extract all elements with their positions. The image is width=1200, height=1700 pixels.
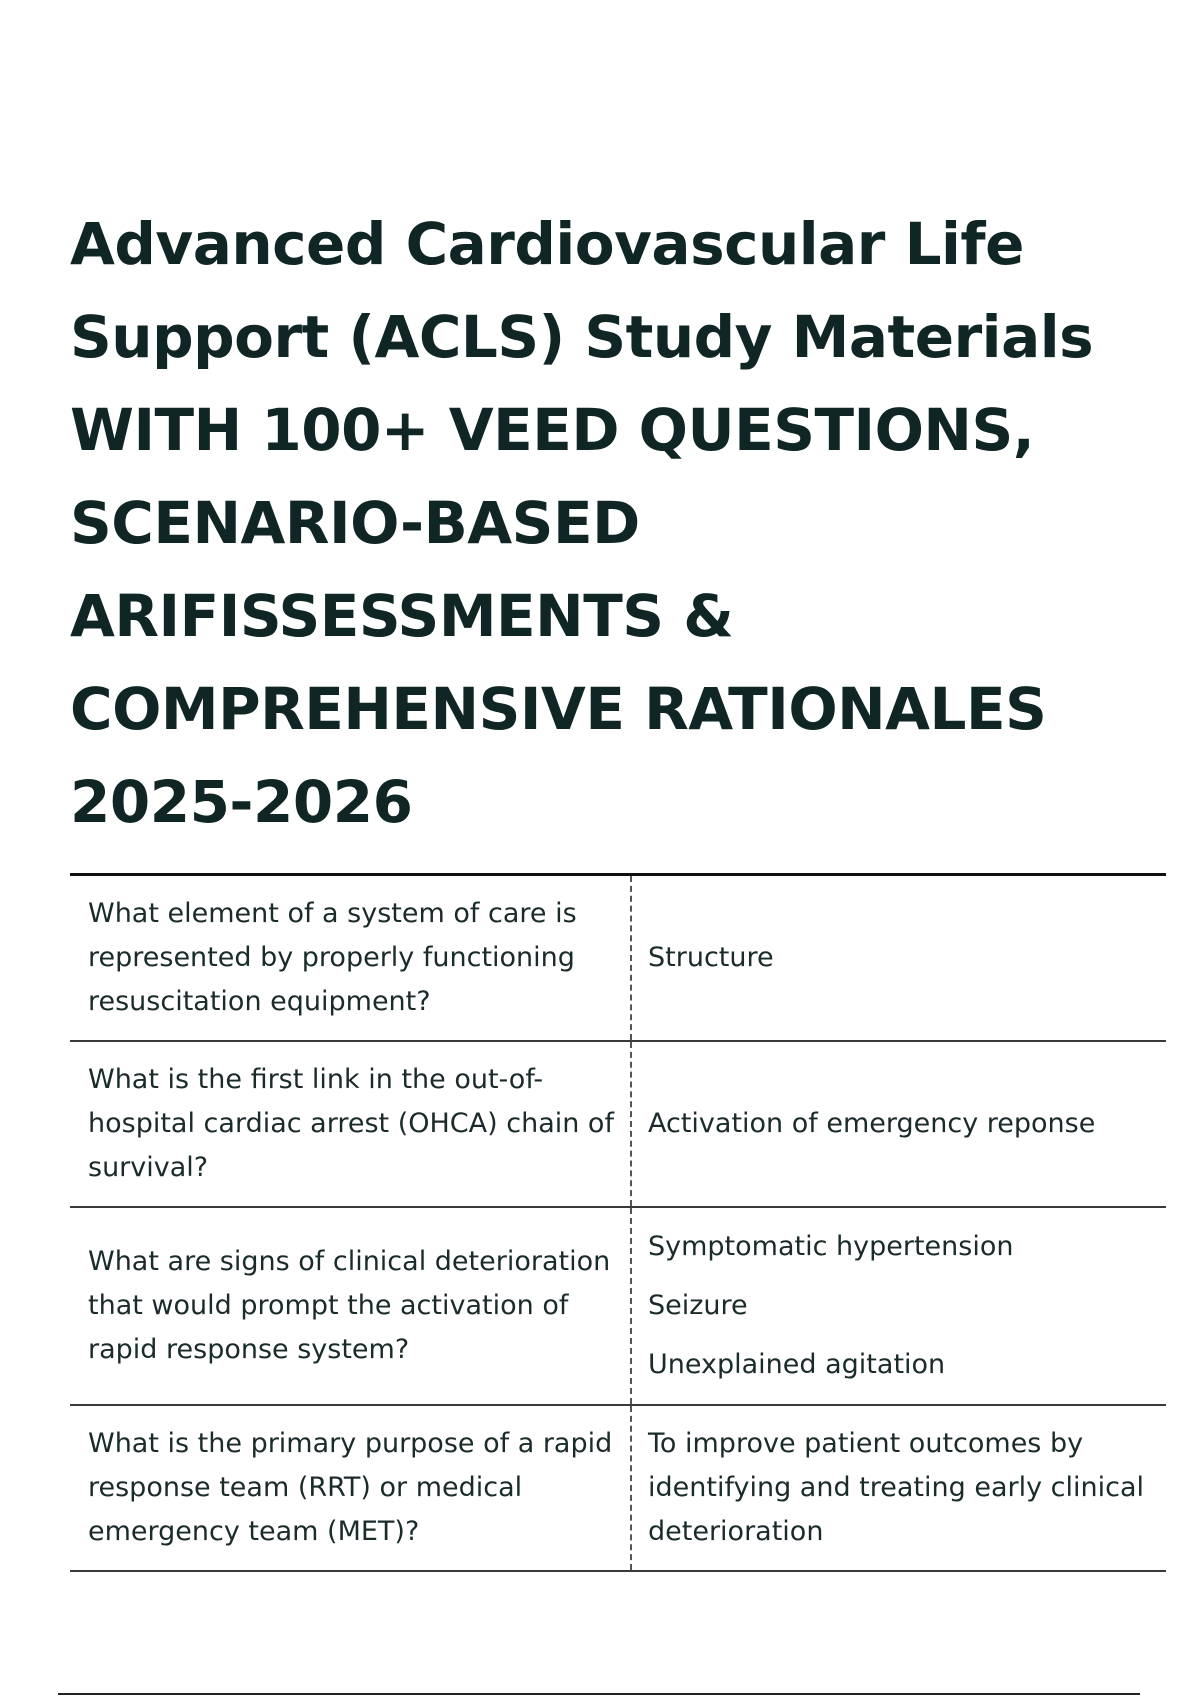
- table-row: [70, 1207, 1166, 1405]
- title-line: COMPREHENSIVE RATIONALES: [70, 675, 1047, 743]
- title-line: WITH 100+ VEED QUESTIONS,: [70, 396, 1035, 464]
- qa-table: [70, 873, 1166, 1572]
- answer-item: Unexplained agitation: [648, 1349, 946, 1380]
- footer-divider: [58, 1693, 1140, 1695]
- answer-item: Symptomatic hypertension: [648, 1231, 1014, 1262]
- answer-list: [648, 1217, 1156, 1394]
- answer-item: Seizure: [648, 1290, 748, 1321]
- document-title: [70, 198, 1170, 849]
- answer-cell: Activation of emergency reponse: [648, 1107, 1096, 1139]
- title-line: 2025-2026: [70, 768, 413, 836]
- table-row: [70, 875, 1166, 1041]
- question-cell: What element of a system of care is represented by properly functioning resuscitation equipment?: [70, 875, 631, 1041]
- title-line: Advanced Cardiovascular Life: [70, 210, 1024, 278]
- table-row: [70, 1041, 1166, 1207]
- title-line: Support (ACLS) Study Materials: [70, 303, 1094, 371]
- title-line: SCENARIO-BASED: [70, 489, 640, 557]
- table-row: [70, 1405, 1166, 1571]
- question-cell: What is the primary purpose of a rapid response team (RRT) or medical emergency team (MET)?: [70, 1405, 631, 1571]
- question-cell: What are signs of clinical deterioration that would prompt the activation of rapid response system?: [70, 1207, 631, 1405]
- answer-cell: To improve patient outcomes by identifying and treating early clinical deterioration: [648, 1427, 1145, 1547]
- answer-cell: [631, 1207, 1166, 1405]
- question-cell: What is the first link in the out-of-hospital cardiac arrest (OHCA) chain of survival?: [70, 1041, 631, 1207]
- title-line: ARIFISSESSMENTS &: [70, 582, 734, 650]
- answer-cell: Structure: [648, 941, 774, 973]
